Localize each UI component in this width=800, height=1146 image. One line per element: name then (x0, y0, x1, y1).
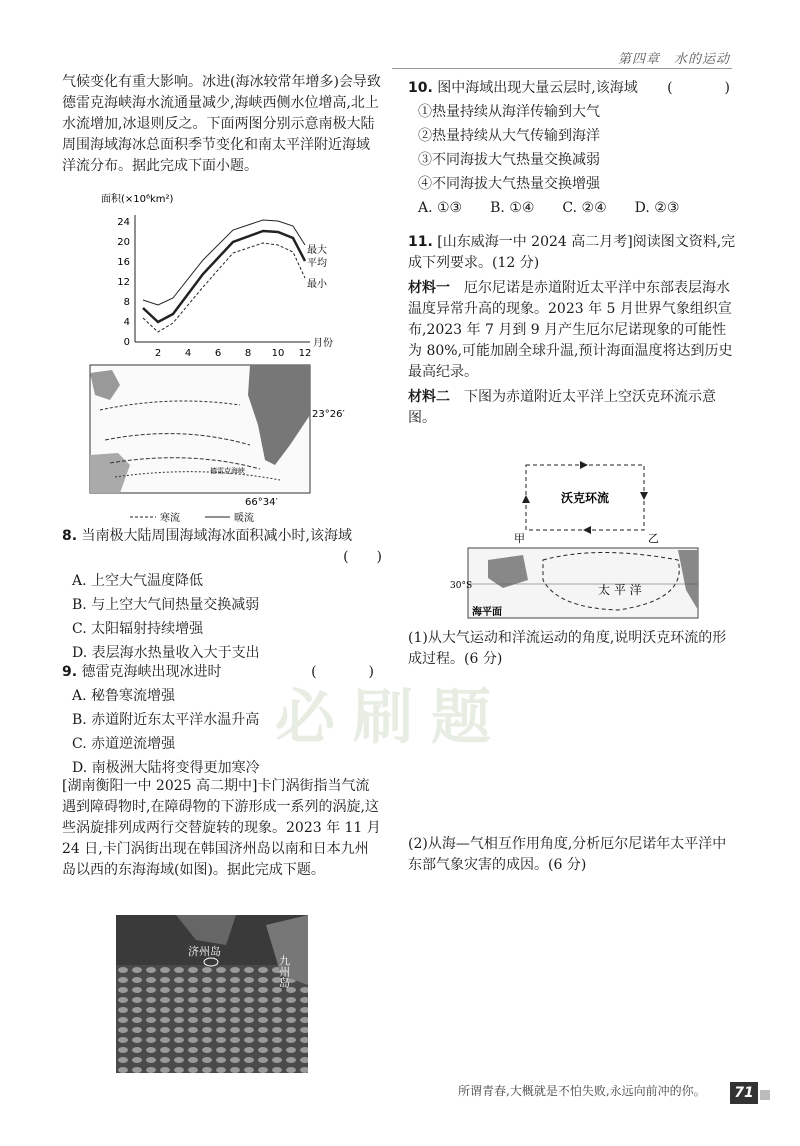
q10-answer-blank: ( ) (667, 80, 738, 96)
svg-text:4: 4 (184, 348, 192, 359)
q8-option-b[interactable]: B. 与上空大气间热量交换减弱 (72, 597, 260, 613)
q10-choice-d[interactable]: D. ②③ (634, 200, 680, 216)
material-karman: [湖南衡阳一中 2025 高二期中]卡门涡街指当气流遇到障碍物时,在障碍物的下游形成一系列的涡旋,这些涡旋排列成两行交替旋转的现象。2023 年 11 月 24 日,卡门涡街出现在韩国济州岛以南和日本九州岛以西的东海海域(如图)。据此完成下题。 (62, 778, 381, 878)
svg-text:6: 6 (214, 348, 222, 359)
corner-decoration (760, 1090, 770, 1100)
label-yi: 乙 (648, 532, 659, 545)
legend-cold: 寒流 (160, 513, 180, 524)
legend-min: 最小 (307, 279, 327, 290)
q8-option-a[interactable]: A. 上空大气温度降低 (72, 573, 204, 589)
svg-text:4: 4 (123, 317, 130, 328)
question-11 (408, 232, 738, 429)
satellite-image (116, 915, 308, 1073)
material-1-text: 厄尔尼诺是赤道附近太平洋中东部表层海水温度异常升高的现象。2023 年 5 月世界气象组织宣布,2023 年 7 月到 9 月产生厄尔尼诺现象的可能性为 80%,可能加剧全球升温,预计海面温度将达到历史最高纪录。 (408, 280, 733, 380)
q11-number: 11. (408, 234, 433, 250)
q10-choices (418, 198, 738, 219)
legend-avg: 平均 (307, 258, 327, 269)
walker-title: 沃克环流 (560, 491, 610, 505)
svg-text:0: 0 (123, 337, 130, 348)
footer-motto: 所谓青春,大概就是不怕失败,永远向前冲的你。 (458, 1084, 706, 1098)
chart-xunit: 月份 (313, 338, 333, 349)
q9-option-b[interactable]: B. 赤道附近东太平洋水温升高 (72, 712, 260, 728)
svg-text:8: 8 (244, 348, 252, 359)
ocean-current-map (90, 365, 345, 525)
label-pacific: 太 平 洋 (598, 583, 642, 597)
q11-sub1: (1)从大气运动和洋流运动的角度,说明沃克环流的形成过程。(6 分) (408, 630, 727, 667)
q11-stem: [山东威海一中 2024 高二月考]阅读图文资料,完成下列要求。(12 分) (408, 234, 736, 271)
q8-stem: 当南极大陆周围海域海冰面积减小时,该海域 (81, 528, 352, 544)
legend-max: 最大 (307, 245, 327, 256)
page-number: 71 (730, 1082, 758, 1104)
lat-2326: 23°26′ (312, 409, 345, 420)
chapter-header: 第四章 水的运动 (617, 52, 730, 67)
q8-answer-blank: ( ) (343, 549, 382, 565)
drake-label: 德雷克海峡 (210, 467, 245, 475)
header-rule (392, 68, 732, 69)
q9-option-c[interactable]: C. 赤道逆流增强 (72, 736, 176, 752)
watermark: 必刷题 (275, 683, 509, 753)
legend-warm: 暖流 (234, 513, 254, 524)
svg-text:20: 20 (117, 237, 130, 248)
q8-option-d[interactable]: D. 表层海水热量收入大于支出 (72, 645, 260, 661)
material-2-label: 材料二 (408, 389, 450, 405)
label-jia: 甲 (514, 532, 525, 545)
q10-number: 10. (408, 80, 433, 96)
q9-stem: 德雷克海峡出现冰进时 (81, 664, 222, 680)
svg-text:12: 12 (117, 277, 130, 288)
q10-item-3: ③不同海拔大气热量交换减弱 (418, 152, 600, 168)
q9-option-a[interactable]: A. 秘鲁寒流增强 (72, 688, 176, 704)
q10-item-1: ①热量持续从海洋传输到大气 (418, 104, 600, 120)
chart-ylabel: 面积(×10⁶km²) (101, 194, 174, 205)
lat-6634: 66°34′ (245, 497, 278, 508)
svg-text:16: 16 (117, 257, 130, 268)
label-kyushu: 九州岛 (277, 955, 291, 988)
svg-text:24: 24 (117, 217, 130, 228)
label-jeju: 济州岛 (188, 945, 221, 958)
q9-number: 9. (62, 664, 78, 680)
question-8 (62, 526, 382, 667)
svg-text:2: 2 (154, 348, 162, 359)
q10-choice-c[interactable]: C. ②④ (562, 200, 607, 216)
question-9 (62, 662, 382, 782)
q10-choice-a[interactable]: A. ①③ (418, 200, 463, 216)
sea-ice-chart (95, 190, 345, 360)
q10-stem: 图中海域出现大量云层时,该海域 (437, 80, 638, 96)
walker-circulation-diagram (448, 460, 718, 622)
q10-item-4: ④不同海拔大气热量交换增强 (418, 176, 600, 192)
q8-number: 8. (62, 528, 78, 544)
svg-text:12: 12 (298, 348, 312, 359)
q11-sub2: (2)从海—气相互作用角度,分析厄尔尼诺年太平洋中东部气象灾害的成因。(6 分) (408, 836, 727, 873)
q8-option-c[interactable]: C. 太阳辐射持续增强 (72, 621, 204, 637)
intro-text: 气候变化有重大影响。冰进(海冰较常年增多)会导致德雷克海峡海水流通量减少,海峡西侧水位增高,北上水流增加,冰退则反之。下面两图分别示意南极大陆周围海域海冰总面积季节变化和南太平洋附近海域洋流分布。据此完成下面小题。 (62, 74, 381, 174)
q9-option-d[interactable]: D. 南极洲大陆将变得更加寒冷 (72, 760, 260, 776)
label-30s: 30°S (450, 581, 473, 591)
svg-text:8: 8 (123, 297, 130, 308)
q9-answer-blank: ( ) (311, 664, 382, 680)
material-1-label: 材料一 (408, 280, 450, 296)
svg-text:10: 10 (271, 348, 285, 359)
q10-choice-b[interactable]: B. ①④ (490, 200, 535, 216)
question-10 (408, 78, 738, 222)
label-sea-level: 海平面 (472, 607, 502, 618)
material-2-text: 下图为赤道附近太平洋上空沃克环流示意图。 (408, 389, 716, 426)
q10-item-2: ②热量持续从大气传输到海洋 (418, 128, 600, 144)
